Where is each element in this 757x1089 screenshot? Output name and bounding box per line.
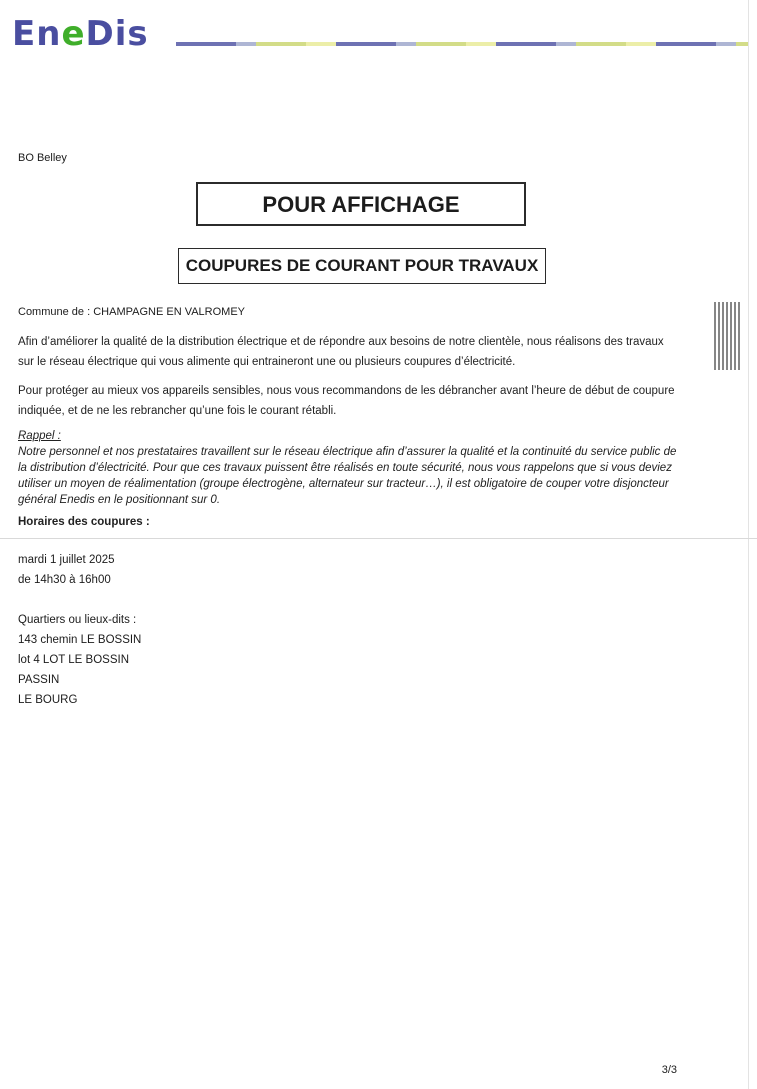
commune-value: CHAMPAGNE EN VALROMEY	[93, 306, 246, 318]
scan-fold-line	[0, 538, 757, 539]
list-item: 143 chemin LE BOSSIN	[18, 634, 142, 646]
intro-paragraph: Afin d’améliorer la qualité de la distribution électrique et de répondre aux besoins de notre clientèle, nous réalisons des travaux sur le réseau électrique qui vous alimente qui entraineront une ou plusieurs coupures d’électricité.	[18, 336, 664, 368]
schedule-date: mardi 1 juillet 2025	[18, 554, 115, 566]
commune-line	[18, 304, 245, 320]
header-rule	[176, 42, 748, 46]
list-item: PASSIN	[18, 674, 60, 686]
main-title: POUR AFFICHAGE	[196, 182, 526, 226]
advice-paragraph: Pour protéger au mieux vos appareils sensibles, nous vous recommandons de les débrancher avant l’heure de début de coupure indiquée, et de ne les rebrancher qu’une fois le courant rétabli.	[18, 385, 675, 417]
logo-letter: s	[127, 14, 149, 54]
enedis-logo	[12, 14, 149, 54]
scan-edge-line	[748, 0, 749, 1089]
sub-title: COUPURES DE COURANT POUR TRAVAUX	[178, 248, 546, 284]
locations-block	[18, 610, 418, 710]
logo-letter: D	[85, 14, 115, 54]
locations-heading: Quartiers ou lieux-dits :	[18, 614, 137, 626]
list-item: LE BOURG	[18, 694, 78, 706]
rappel-text: Notre personnel et nos prestataires travaillent sur le réseau électrique afin d’assurer la qualité et la continuité du service public de la distribution d’électricité. Pour que ces travaux puissent être réalisés en toute sécurité, nous vous rappelons que si vous deviez utiliser un moyen de réalimentation (groupe électrogène, alternateur sur tracteur…), il est obligatoire de couper votre disjoncteur général Enedis en le positionnant sur 0.	[18, 446, 677, 506]
office-label: BO Belley	[18, 152, 67, 164]
schedule-heading: Horaires des coupures :	[18, 516, 150, 528]
page-number: 3/3	[661, 1064, 677, 1076]
schedule-block	[18, 550, 418, 590]
qr-code-icon	[714, 302, 740, 370]
list-item: lot 4 LOT LE BOSSIN	[18, 654, 130, 666]
schedule-time: de 14h30 à 16h00	[18, 574, 111, 586]
commune-label: Commune de :	[18, 306, 91, 318]
logo-letter: n	[36, 14, 62, 54]
rappel-label: Rappel :	[18, 430, 61, 442]
logo-letter: e	[61, 14, 86, 54]
logo-letter: E	[12, 14, 37, 54]
logo-letter: i	[114, 14, 128, 54]
